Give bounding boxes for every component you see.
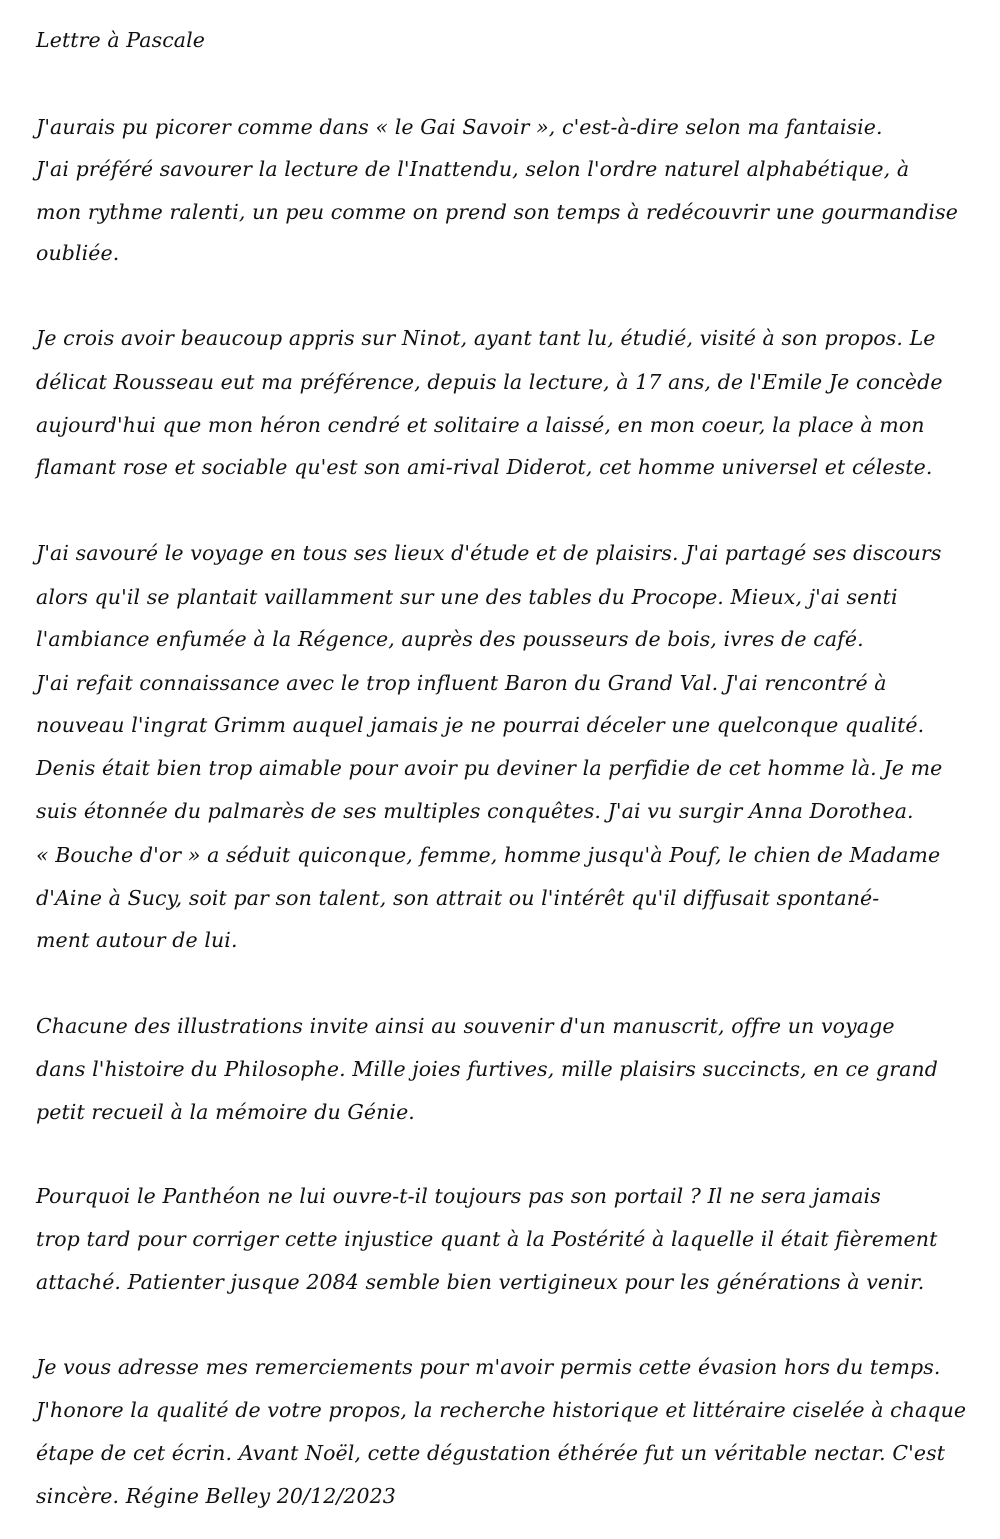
letter-salutation: Lettre à Pascale [36, 28, 206, 52]
letter-line: alors qu'il se plantait vaillamment sur une des tables du Procope. Mieux, j'ai senti [36, 585, 898, 609]
letter-line: attaché. Patienter jusque 2084 semble bien vertigineux pour les générations à venir. [36, 1270, 925, 1294]
letter-line: J'aurais pu picorer comme dans « le Gai Savoir », c'est-à-dire selon ma fantaisie. [36, 115, 883, 139]
letter-line: Chacune des illustrations invite ainsi au souvenir d'un manuscrit, offre un voyage [36, 1014, 895, 1038]
letter-line: nouveau l'ingrat Grimm auquel jamais je ne pourrai déceler une quelconque qualité. [36, 713, 925, 737]
letter-line: « Bouche d'or » a séduit quiconque, femme, homme jusqu'à Pouf, le chien de Madame [36, 843, 941, 867]
letter-line: Je vous adresse mes remerciements pour m'avoir permis cette évasion hors du temps. [36, 1355, 941, 1379]
letter-line: J'ai refait connaissance avec le trop influent Baron du Grand Val. J'ai rencontré à [36, 671, 887, 695]
letter-line: mon rythme ralenti, un peu comme on prend son temps à redécouvrir une gourmandise [36, 200, 958, 224]
letter-line: flamant rose et sociable qu'est son ami-rival Diderot, cet homme universel et céleste. [36, 455, 933, 479]
letter-line: J'ai préféré savourer la lecture de l'Inattendu, selon l'ordre naturel alphabétique, à [36, 157, 910, 181]
letter-line: suis étonnée du palmarès de ses multiples conquêtes. J'ai vu surgir Anna Dorothea. [36, 799, 914, 823]
letter-line: aujourd'hui que mon héron cendré et solitaire a laissé, en mon coeur, la place à mon [36, 413, 925, 437]
letter-line: Denis était bien trop aimable pour avoir pu deviner la perfidie de cet homme là. Je me [36, 756, 943, 780]
letter-line: J'honore la qualité de votre propos, la recherche historique et littéraire ciselée à chaque [36, 1398, 967, 1422]
letter-line: l'ambiance enfumée à la Régence, auprès des pousseurs de bois, ivres de café. [36, 627, 864, 651]
letter-line: trop tard pour corriger cette injustice quant à la Postérité à laquelle il était fièrement [36, 1227, 938, 1251]
letter-line: oubliée. [36, 241, 120, 265]
letter-line: dans l'histoire du Philosophe. Mille joies furtives, mille plaisirs succincts, en ce grand [36, 1057, 938, 1081]
letter-signature-line: sincère. Régine Belley 20/12/2023 [36, 1484, 396, 1508]
letter-line: délicat Rousseau eut ma préférence, depuis la lecture, à 17 ans, de l'Emile Je concède [36, 370, 943, 394]
letter-line: Pourquoi le Panthéon ne lui ouvre-t-il toujours pas son portail ? Il ne sera jamais [36, 1184, 881, 1208]
letter-line: étape de cet écrin. Avant Noël, cette dégustation éthérée fut un véritable nectar. C'est [36, 1441, 946, 1465]
letter-line: J'ai savouré le voyage en tous ses lieux d'étude et de plaisirs. J'ai partagé ses discours [36, 541, 942, 565]
letter-line: petit recueil à la mémoire du Génie. [36, 1100, 415, 1124]
letter-line: Je crois avoir beaucoup appris sur Ninot, ayant tant lu, étudié, visité à son propos. Le [36, 326, 936, 350]
letter-line: ment autour de lui. [36, 928, 238, 952]
letter-line: d'Aine à Sucy, soit par son talent, son attrait ou l'intérêt qu'il diffusait spontané- [36, 886, 880, 910]
